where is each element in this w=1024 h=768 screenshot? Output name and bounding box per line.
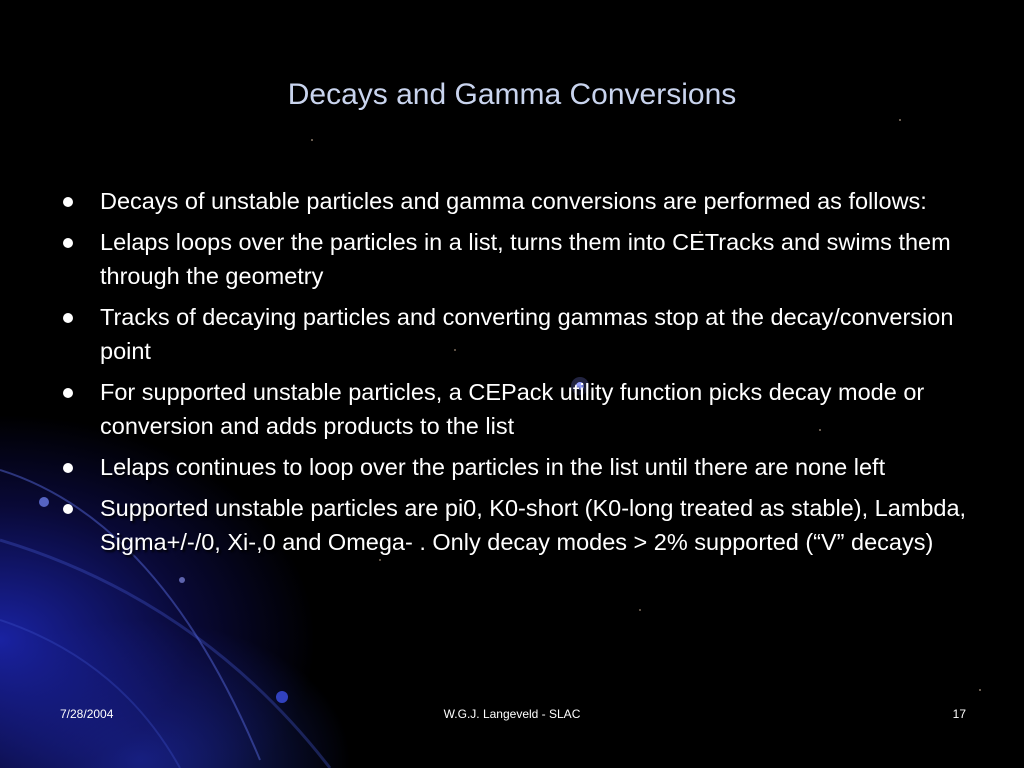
swoosh-curve <box>0 620 180 768</box>
star <box>639 609 641 611</box>
bullet-text: Lelaps continues to loop over the particles in the list until there are none left <box>100 454 886 480</box>
bullet-list <box>60 184 970 566</box>
bullet-item <box>60 300 970 368</box>
bullet-text: For supported unstable particles, a CEPack utility function picks decay mode or conversion and adds products to the list <box>100 379 925 439</box>
bullet-item <box>60 491 970 559</box>
bullet-dot-icon <box>63 504 73 514</box>
bullet-item <box>60 225 970 293</box>
star <box>899 119 901 121</box>
bullet-item <box>60 450 970 484</box>
bullet-item <box>60 375 970 443</box>
bullet-text: Lelaps loops over the particles in a list, turns them into CETracks and swims them through the geometry <box>100 229 951 289</box>
bullet-item <box>60 184 970 218</box>
bullet-text: Supported unstable particles are pi0, K0-short (K0-long treated as stable), Lambda, Sigma+/-/0, Xi-,0 and Omega- . Only decay modes > 2% supported (“V” decays) <box>100 495 967 555</box>
footer-author: W.G.J. Langeveld - SLAC <box>443 707 581 721</box>
bullet-dot-icon <box>63 463 73 473</box>
footer-date: 7/28/2004 <box>60 707 114 721</box>
bullet-dot-icon <box>63 238 73 248</box>
bullet-text: Tracks of decaying particles and converting gammas stop at the decay/conversion point <box>100 304 954 364</box>
bullet-dot-icon <box>63 197 73 207</box>
slide-title: Decays and Gamma Conversions <box>287 78 737 111</box>
swoosh-curve <box>0 540 330 768</box>
glow-dot <box>39 497 49 507</box>
star <box>979 689 981 691</box>
bullet-text: Decays of unstable particles and gamma conversions are performed as follows: <box>100 188 927 214</box>
glow-dot <box>276 691 288 703</box>
glow-dot <box>179 577 185 583</box>
star <box>311 139 313 141</box>
bullet-dot-icon <box>63 388 73 398</box>
footer-page-number: 17 <box>952 707 966 721</box>
bullet-dot-icon <box>63 313 73 323</box>
